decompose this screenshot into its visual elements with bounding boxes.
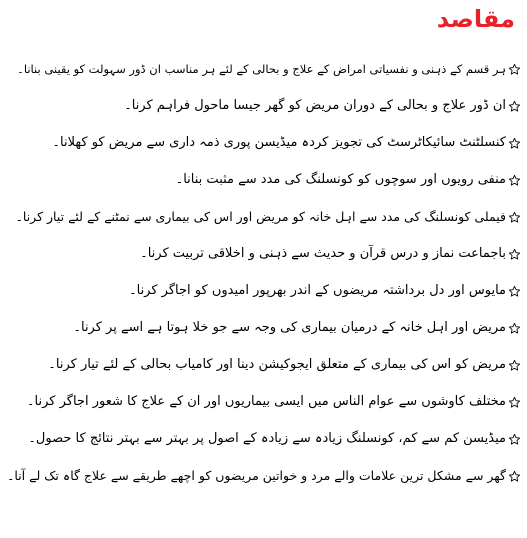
star-outline-icon [508, 285, 521, 298]
list-item [52, 132, 521, 154]
list-item [17, 58, 521, 80]
star-outline-icon [508, 137, 521, 150]
list-item-text: ان ڈور علاج و بحالی کے دوران مریض کو گھر جیسا ماحول فراہم کرنا۔ [124, 98, 506, 113]
list-item [129, 280, 521, 302]
star-outline-icon [508, 396, 521, 409]
star-outline-icon [508, 470, 521, 483]
list-item [124, 95, 521, 117]
list-item-text: مایوس اور دل برداشتہ مریضوں کے اندر بھرپور امیدوں کو اجاگر کرنا۔ [128, 283, 506, 298]
list-item-text: باجماعت نماز و درس قرآن و حدیث سے ذہنی و اخلاقی تربیت کرنا۔ [140, 246, 506, 261]
list-item-text: ہر قسم کے ذہنی و نفسیاتی امراض کے علاج و بحالی کے لئے ہر مناسب ان ڈور سہولت کو یقینی بنانا۔ [17, 62, 506, 76]
star-outline-icon [508, 211, 521, 224]
list-item [48, 354, 521, 376]
list-item [176, 169, 521, 191]
list-item [27, 391, 521, 413]
list-item [73, 317, 521, 339]
list-item-text: میڈیسن کم سے کم، کونسلنگ زیادہ سے زیادہ کے اصول پر بہتر سے بہتر نتائج کا حصول۔ [28, 431, 506, 446]
list-item-text: گھر سے مشکل ترین علامات والے مرد و خواتین مریضوں کو اچھے طریقے سے علاج گاہ تک لے آنا۔ [7, 468, 506, 483]
list-item-text: مختلف کاوشوں سے عوام الناس میں ایسی بیماریوں اور ان کے علاج کا شعور اجاگر کرنا۔ [26, 394, 506, 409]
list-item-text: مریض اور اہل خانہ کے درمیان بیماری کی وجہ سے جو خلا ہوتا ہے اسے پر کرنا۔ [73, 320, 506, 335]
page-title: مقاصد [436, 5, 515, 33]
list-item-text: کنسلٹنٹ سائیکاٹرسٹ کی تجویز کردہ میڈیسن پوری ذمہ داری سے مریض کو کھلانا۔ [52, 135, 506, 150]
list-item [28, 428, 521, 450]
list-item [7, 465, 521, 487]
star-outline-icon [508, 248, 521, 261]
list-item-text: مریض کو اس کی بیماری کے متعلق ایجوکیشن دینا اور کامیاب بحالی کے لئے تیار کرنا۔ [48, 357, 506, 372]
list-item [16, 206, 521, 228]
star-outline-icon [508, 100, 521, 113]
star-outline-icon [508, 433, 521, 446]
list-item [140, 243, 521, 265]
star-outline-icon [508, 174, 521, 187]
star-outline-icon [508, 359, 521, 372]
list-item-text: منفی رویوں اور سوچوں کو کونسلنگ کی مدد سے مثبت بنانا۔ [175, 172, 506, 187]
list-item-text: فیملی کونسلنگ کی مدد سے اہل خانہ کو مریض اور اس کی بیماری سے نمٹنے کے لئے تیار کرنا۔ [15, 209, 506, 224]
star-outline-icon [508, 63, 521, 76]
star-outline-icon [508, 322, 521, 335]
